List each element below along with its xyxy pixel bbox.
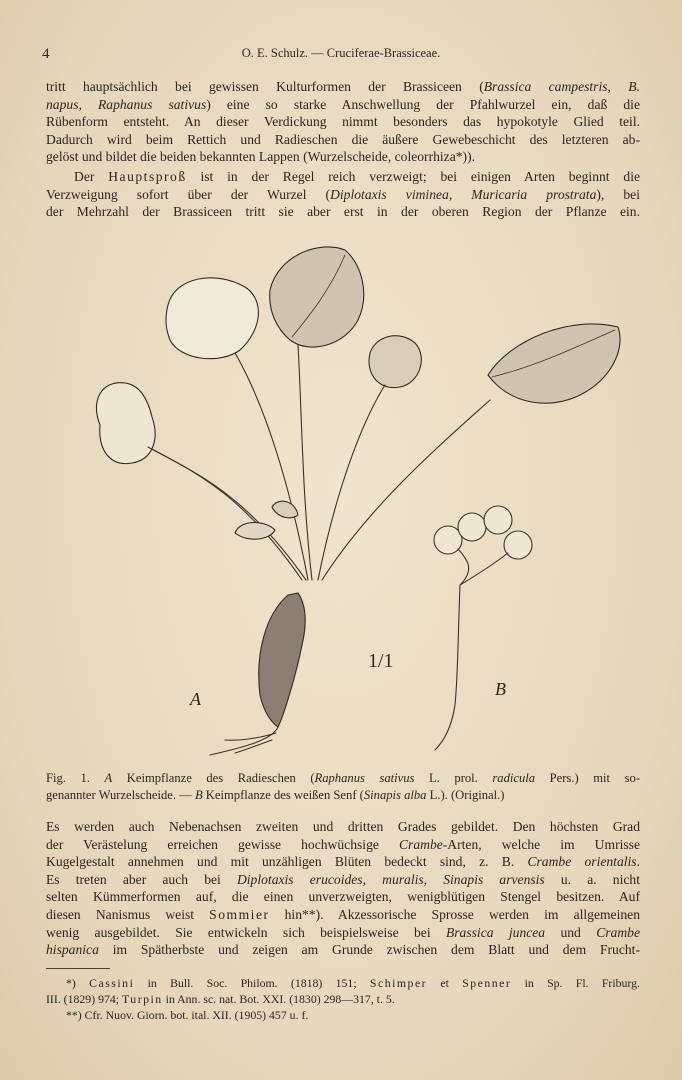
page-number: 4 — [42, 46, 50, 62]
figure-scale: 1/1 — [368, 650, 394, 672]
text-line: Der Hauptsproß ist in der Regel reich verzweigt; bei einigen Arten beginnt die — [74, 169, 640, 184]
footnote-1-continued: III. (1829) 974; Turpin in Ann. sc. nat. Bot. XXI. (1830) 298—317, t. 5. — [46, 992, 395, 1006]
seedling-b-drawing — [434, 506, 532, 750]
figure-seedlings — [40, 235, 640, 765]
text-line: Es werden auch Nebenachsen zweiten und dritten Grades gebildet. Den höchsten Grad — [46, 819, 640, 834]
text-line: diesen Nanismus weist Sommier hin**). Akzessorische Sprosse werden im allgemeinen — [46, 906, 640, 922]
text-line: Kugelgestalt annehmen und mit unzähligen Blüten bedeckt sind, z. B. Crambe orientalis. — [46, 854, 640, 870]
text-line: der Mehrzahl der Brassiceen tritt sie aber erst in der oberen Region der Pflanze ein. — [46, 204, 640, 220]
footnote-rule — [46, 968, 110, 969]
footnote-1: *) Cassini in Bull. Soc. Philom. (1818) 151; Schimper et Spenner in Sp. Fl. Friburg. — [66, 976, 640, 990]
footnote-2: **) Cfr. Nuov. Giorn. bot. ital. XII. (1905) 457 u. f. — [66, 1008, 309, 1022]
text-line: Es treten aber auch bei Diplotaxis erucoides, muralis, Sinapis arvensis u. a. nicht — [46, 871, 640, 887]
text-line: hispanica im Spätherbste und zeigen am Grunde zwischen dem Blatt und dem Frucht- — [46, 942, 640, 958]
paragraph-taproot — [46, 78, 640, 166]
figure-label-b: B — [495, 679, 506, 699]
text-line: der Verästelung erreichen gewisse hochwüchsige Crambe-Arten, welche im Umrisse — [46, 836, 640, 852]
paragraph-branching — [46, 818, 640, 959]
caption-line: Fig. 1. A Keimpflanze des Radieschen (Raphanus sativus L. prol. radicula Pers.) mit so- — [46, 771, 640, 785]
figure-label-a: A — [190, 689, 201, 709]
text-line: selten Kümmerformen auf, die einen unverzweigten, wenigblütigen Stengel besitzen. Auf — [46, 889, 640, 905]
footnotes — [46, 975, 640, 1023]
caption-line: genannter Wurzelscheide. — B Keimpflanze des weißen Senf (Sinapis alba L.). (Original.) — [46, 788, 505, 802]
text-line: wenig ausgebildet. Sie entwickeln sich beispielsweise bei Brassica juncea und Crambe — [46, 924, 640, 940]
text-line: gelöst und bildet die beiden bekannten Lappen (Wurzelscheide, coleorrhiza*)). — [46, 149, 475, 165]
seedling-a-drawing — [96, 247, 620, 755]
text-line: Rübenform entsteht. An dieser Verdickung nimmt besonders das hypokotyle Glied teil. — [46, 114, 640, 130]
figure-caption — [46, 770, 640, 804]
text-line: Verzweigung sofort über der Wurzel (Diplotaxis viminea, Muricaria prostrata), bei — [46, 186, 640, 202]
page-header — [42, 46, 640, 64]
paragraph-main-shoot — [46, 168, 640, 221]
text-line: Dadurch wird beim Rettich und Radieschen die äußere Gewebeschicht des letzteren ab- — [46, 131, 640, 147]
text-line: napus, Raphanus sativus) eine so starke Anschwellung der Pfahlwurzel ein, daß die — [46, 96, 640, 112]
text-line: tritt hauptsächlich bei gewissen Kulturformen der Brassiceen (Brassica campestris, B. — [46, 79, 640, 94]
running-head: O. E. Schulz. — Cruciferae-Brassiceae. — [241, 46, 441, 60]
botanical-illustration — [40, 235, 640, 765]
